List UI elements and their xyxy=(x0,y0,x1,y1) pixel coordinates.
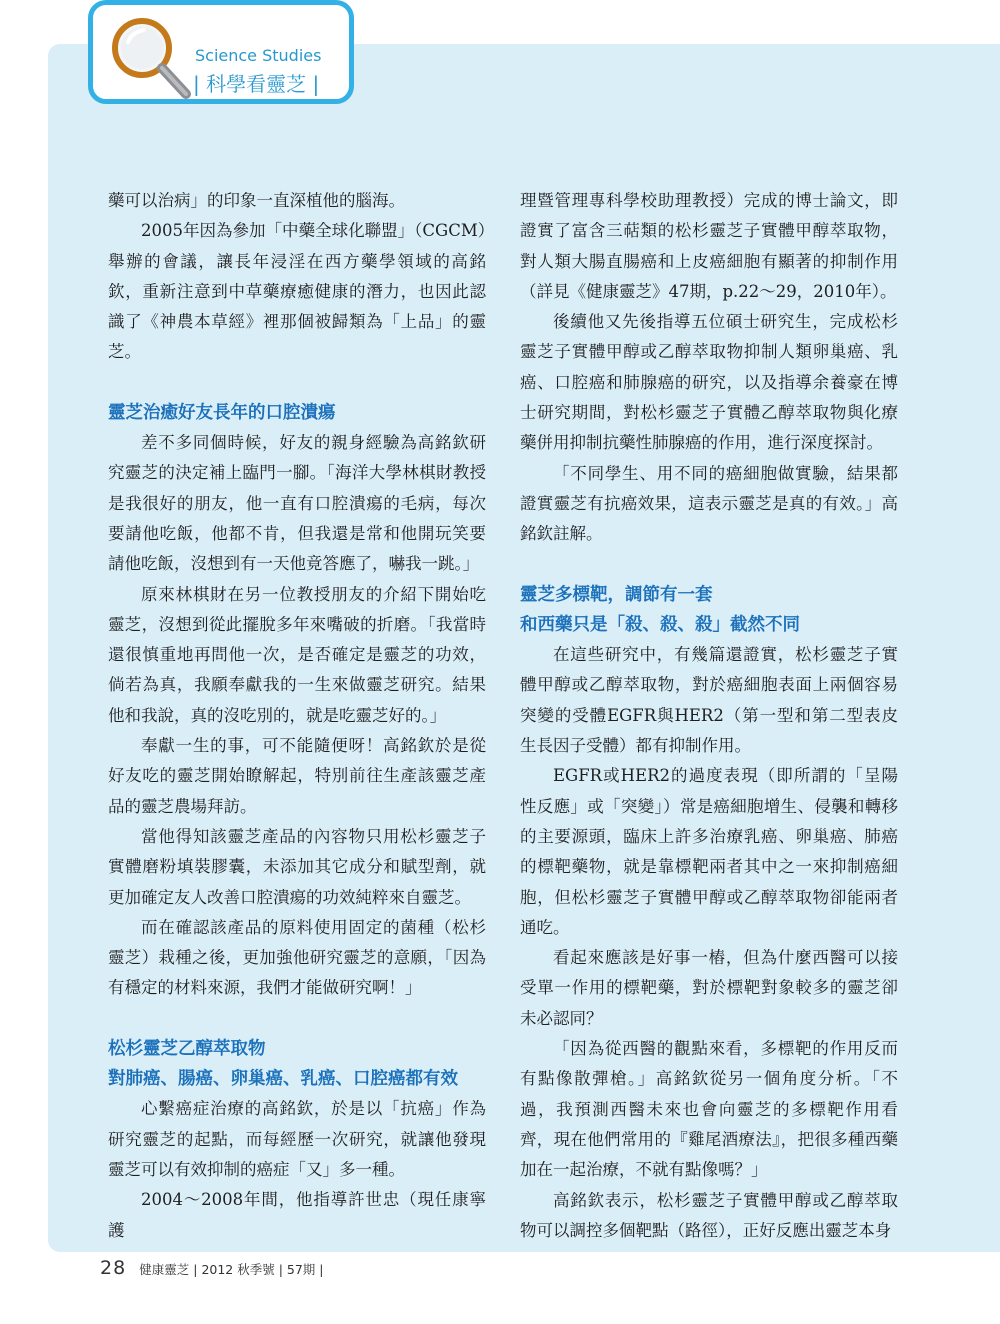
magnifier-icon xyxy=(102,12,192,102)
paragraph-gap xyxy=(108,1004,486,1034)
body-paragraph: 當他得知該靈芝產品的內容物只用松杉靈芝子實體磨粉填裝膠囊，未添加其它成分和賦型劑，就更加確定友人改善口腔潰瘍的功效純粹來自靈芝。 xyxy=(108,826,486,907)
body-paragraph: EGFR或HER2的過度表現（即所謂的「呈陽性反應」或「突變」）常是癌細胞增生、侵襲和轉移的主要源頭，臨床上許多治療乳癌、卵巢癌、肺癌的標靶藥物，就是靠標靶兩者其中之一來抑制癌細胞，但松杉靈芝子實體甲醇或乙醇萃取物卻能兩者通吃。 xyxy=(520,766,898,937)
page-number: 28 xyxy=(100,1257,127,1279)
body-paragraph: 2004～2008年間，他指導許世忠（現任康寧護 xyxy=(108,1190,486,1240)
body-paragraph: 看起來應該是好事一樁，但為什麼西醫可以接受單一作用的標靶藥，對於標靶對象較多的靈芝卻未必認同？ xyxy=(520,948,898,1028)
subheading: 松杉靈芝乙醇萃取物 xyxy=(108,1038,266,1059)
body-paragraph: 藥可以治病」的印象一直深植他的腦海。 xyxy=(108,191,405,210)
left-column xyxy=(108,186,486,1246)
body-paragraph: 「不同學生、用不同的癌細胞做實驗，結果都證實靈芝有抗癌效果，這表示靈芝是真的有效。」高銘欽註解。 xyxy=(520,463,898,544)
section-title-en: Science Studies xyxy=(195,46,322,65)
body-paragraph: 理暨管理專科學校助理教授）完成的博士論文，即證實了富含三萜類的松杉靈芝子實體甲醇萃取物，對人類大腸直腸癌和上皮癌細胞有顯著的抑制作用（詳見《健康靈芝》47期，p.22～29，2010年）。 xyxy=(520,191,898,301)
page-footer xyxy=(100,1257,323,1279)
body-paragraph: 2005年因為參加「中藥全球化聯盟」（CGCM）舉辦的會議，讓長年浸淫在西方藥學領域的高銘欽，重新注意到中草藥療癒健康的潛力，也因此認識了《神農本草經》裡那個被歸類為「上品」的靈芝。 xyxy=(108,221,486,362)
body-paragraph: 原來林棋財在另一位教授朋友的介紹下開始吃靈芝，沒想到從此擺脫多年來嘴破的折磨。「我當時還很慎重地再問他一次，是否確定是靈芝的功效，倘若為真，我願奉獻我的一生來做靈芝研究。結果他和我說，真的沒吃別的，就是吃靈芝好的。」 xyxy=(108,584,486,725)
section-title-zh: | 科學看靈芝 | xyxy=(193,72,320,96)
subheading: 對肺癌、腸癌、卵巢癌、乳癌、口腔癌都有效 xyxy=(108,1069,458,1090)
body-paragraph: 差不多同個時候，好友的親身經驗為高銘欽研究靈芝的決定補上臨門一腳。「海洋大學林棋財教授是我很好的朋友，他一直有口腔潰瘍的毛病，每次要請他吃飯，他都不肯，但我還是常和他開玩笑要請他吃飯，沒想到有一天他竟答應了，嚇我一跳。」 xyxy=(108,433,486,574)
subheading: 靈芝多標靶，調節有一套 xyxy=(520,584,713,605)
body-paragraph: 在這些研究中，有幾篇還證實，松杉靈芝子實體甲醇或乙醇萃取物，對於癌細胞表面上兩個容易突變的受體EGFR與HER2（第一型和第二型表皮生長因子受體）都有抑制作用。 xyxy=(520,645,898,756)
body-paragraph: 而在確認該產品的原料使用固定的菌種（松杉靈芝）栽種之後，更加強他研究靈芝的意願，「因為有穩定的材料來源，我們才能做研究啊！」 xyxy=(108,917,486,998)
body-paragraph: 高銘欽表示，松杉靈芝子實體甲醇或乙醇萃取物可以調控多個靶點（路徑），正好反應出靈芝本身 xyxy=(520,1190,898,1240)
right-column xyxy=(520,186,898,1246)
body-paragraph: 心繫癌症治療的高銘欽，於是以「抗癌」作為研究靈芝的起點，而每經歷一次研究，就讓他發現靈芝可以有效抑制的癌症「又」多一種。 xyxy=(108,1099,486,1179)
subheading: 和西藥只是「殺、殺、殺」截然不同 xyxy=(520,614,800,635)
paragraph-gap xyxy=(520,550,898,580)
paragraph-gap xyxy=(108,368,486,398)
body-paragraph: 後續他又先後指導五位碩士研究生，完成松杉靈芝子實體甲醇或乙醇萃取物抑制人類卵巢癌、乳癌、口腔癌和肺腺癌的研究，以及指導余養豪在博士研究期間，對松杉靈芝子實體乙醇萃取物與化療藥併用抑制抗藥性肺腺癌的作用，進行深度探討。 xyxy=(520,312,898,453)
body-paragraph: 「因為從西醫的觀點來看，多標靶的作用反而有點像散彈槍。」高銘欽從另一個角度分析。「不過，我預測西醫未來也會向靈芝的多標靶作用看齊，現在他們常用的『雞尾酒療法』，把很多種西藥加在一起治療，不就有點像嗎？」 xyxy=(520,1039,898,1180)
subheading: 靈芝治癒好友長年的口腔潰瘍 xyxy=(108,402,336,423)
footer-publication: 健康靈芝 | 2012 秋季號 | 57期 | xyxy=(139,1262,324,1277)
body-paragraph: 奉獻一生的事，可不能隨便呀！高銘欽於是從好友吃的靈芝開始瞭解起，特別前往生產該靈芝產品的靈芝農場拜訪。 xyxy=(108,736,486,816)
